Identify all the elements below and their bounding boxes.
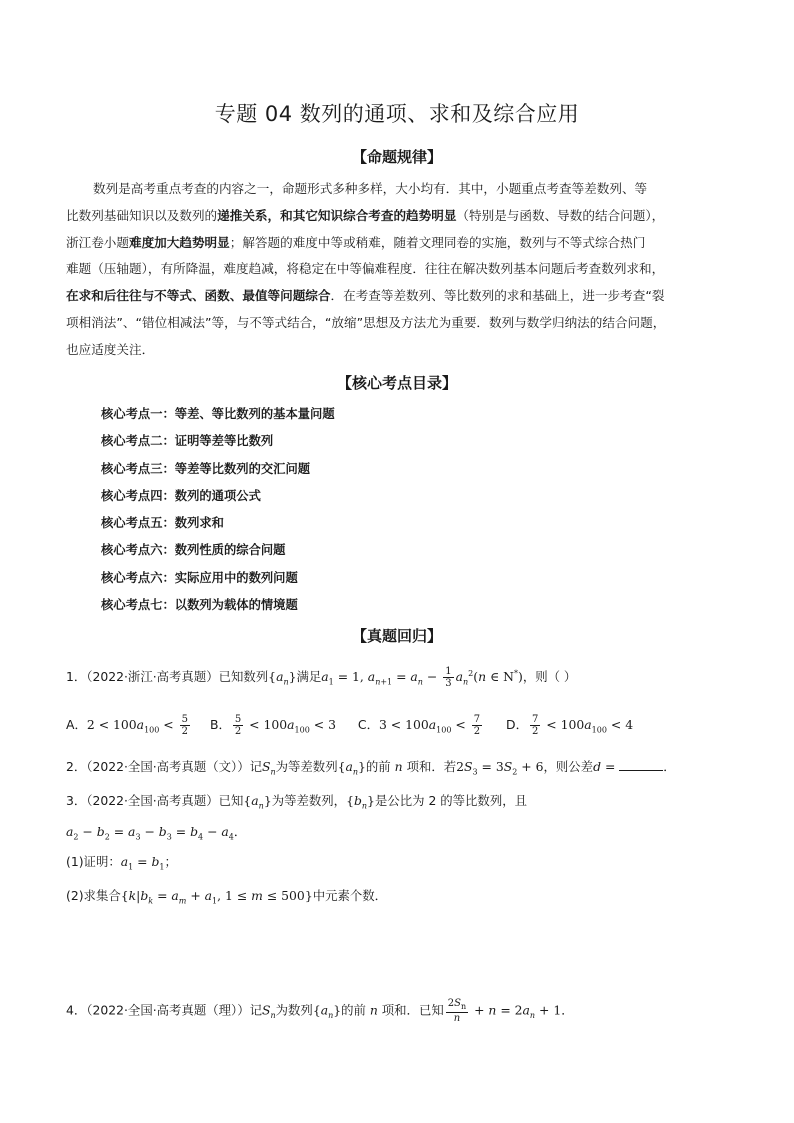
question-4-stem: 4．（2022·全国·高考真题（理））记$S_n$为数列$\{a_n\}$的前 n 项和．已知 $\frac{2S_n}{n}$ + $n = 2a_n + 1$．: [66, 998, 574, 1024]
question-3-part-2: (2)求集合{$k|b_k = a_m + a_1$, 1 ≤ m ≤ 500}中元素个数．: [66, 888, 388, 906]
intro-paragraph: [66, 176, 734, 364]
toc-item: 核心考点七：以数列为载体的情境题: [101, 598, 298, 613]
toc-item: 核心考点六：数列性质的综合问题: [101, 543, 286, 558]
question-3-stem: 3．（2022·全国·高考真题）已知$\{a_n\}$为等差数列，$\{b_n\}$是公比为 2 的等比数列，且: [66, 793, 527, 811]
intro-line-5: 在求和后往往与不等式、函数、最值等问题综合．在考查等差数列、等比数列的求和基础上，进一步考查“裂: [66, 288, 665, 304]
option-d: D． $\frac{7}{2}$ < $100a_{100} < 4$: [506, 714, 634, 737]
question-1-stem: 1．（2022·浙江·高考真题）已知数列$\{a_n\}$满足$a_1 = 1$, $a_{n+1} = a_n$ − $\frac{1}{3}$ $a_n^2(n$ ∈ N*)，则（ ）: [66, 666, 577, 689]
option-a: A．$2 < 100a_{100}$ < $\frac{5}{2}$: [66, 714, 188, 737]
toc-item: 核心考点四：数列的通项公式: [101, 488, 261, 503]
answer-blank[interactable]: [619, 758, 663, 771]
heading-review: 【真题回归】: [351, 627, 442, 645]
question-1-options: [66, 714, 633, 737]
intro-line-3: 浙江卷小题难度加大趋势明显；解答题的难度中等或稍难，随着文理同卷的实施，数列与不等式综合热门: [66, 234, 646, 250]
option-c: C．$3 < 100a_{100}$ < $\frac{7}{2}$: [357, 714, 481, 737]
toc-item: 核心考点五：数列求和: [101, 516, 224, 531]
intro-line-7: 也应适度关注．: [66, 341, 155, 357]
intro-line-1: 数列是高考重点考查的内容之一，命题形式多种多样，大小均有．其中，小题重点考查等差数列、等: [93, 181, 648, 196]
toc-item: 核心考点一：等差、等比数列的基本量问题: [101, 407, 335, 421]
heading-rules: 【命题规律】: [351, 148, 442, 166]
intro-line-6: 项相消法”、“错位相减法”等，与不等式结合，“放缩”思想及方法尤为重要．数列与数学归纳法的结合问题，: [66, 314, 666, 330]
intro-line-4: 难题（压轴题），有所降温，难度趋减，将稳定在中等偏难程度．往往在解决数列基本问题后考查数列求和，: [66, 261, 665, 277]
option-b: B． $\frac{5}{2}$ < $100a_{100} < 3$: [209, 714, 336, 737]
toc-item: 核心考点六：实际应用中的数列问题: [101, 570, 298, 585]
question-3-part-1: (1)证明：$a_1 = b_1$；: [66, 854, 177, 872]
toc-list: [101, 404, 335, 622]
intro-line-2: 比数列基础知识以及数列的递推关系，和其它知识综合考查的趋势明显（特别是与函数、导数的结合问题），: [66, 207, 665, 223]
heading-toc: 【核心考点目录】: [336, 374, 457, 392]
question-2-stem: 2．（2022·全国·高考真题（文））记$S_n$为等差数列$\{a_n\}$的前 n 项和．若$2S_3 = 3S_2 + 6$，则公差d = ．: [66, 759, 676, 777]
page-title: 专题 04 数列的通项、求和及综合应用: [214, 102, 580, 126]
question-3-condition: $a_2 - b_2 = a_3 - b_3 = b_4 - a_4$．: [66, 824, 247, 842]
toc-item: 核心考点三：等差等比数列的交汇问题: [101, 461, 311, 476]
toc-item: 核心考点二：证明等差等比数列: [101, 434, 274, 449]
